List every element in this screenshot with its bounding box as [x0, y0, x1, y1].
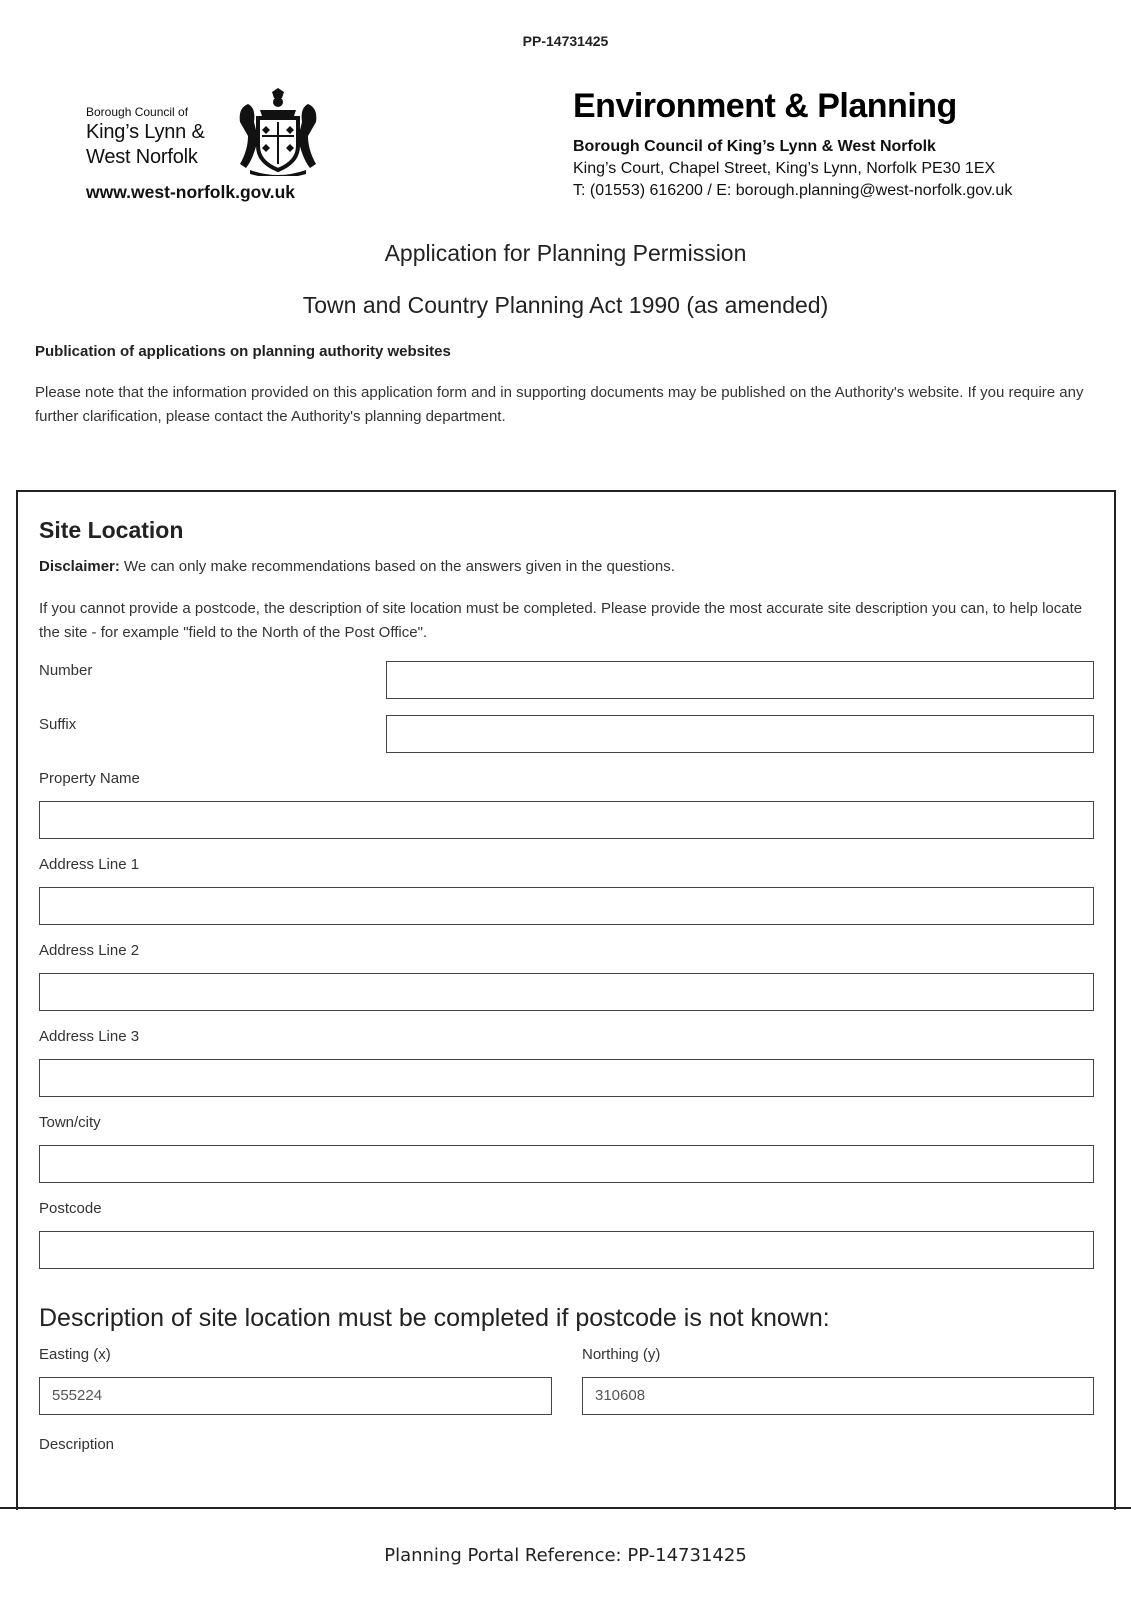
property-name-input[interactable] [39, 801, 1094, 839]
form-title: Application for Planning Permission [384, 240, 747, 266]
number-input[interactable] [386, 661, 1094, 699]
number-label: Number [39, 662, 93, 679]
easting-label: Easting (x) [39, 1346, 111, 1363]
town-input[interactable] [39, 1145, 1094, 1183]
address-line-3-input[interactable] [39, 1059, 1094, 1097]
northing-label: Northing (y) [582, 1346, 661, 1363]
suffix-input[interactable] [386, 715, 1094, 753]
disclaimer-text: We can only make recommendations based on the answers given in the questions. [119, 558, 675, 575]
address-line-1-label: Address Line 1 [39, 856, 140, 873]
disclaimer-label: Disclaimer: [39, 558, 120, 575]
publication-text: Please note that the information provided on this application form and in supporting documents may be published on the Authority's website. If you require any further clarification, please contact the Authority's planning department. [35, 384, 1084, 425]
address-line-3-label: Address Line 3 [39, 1028, 140, 1045]
council-name: Borough Council of King’s Lynn & West Norfolk [573, 138, 936, 155]
council-contact: T: (01553) 616200 / E: borough.planning@west-norfolk.gov.uk [573, 182, 1013, 199]
logo-line-1: King’s Lynn & [86, 121, 205, 143]
address-line-1-input[interactable] [39, 887, 1094, 925]
town-label: Town/city [39, 1114, 101, 1131]
footer-reference: Planning Portal Reference: PP-14731425 [384, 1545, 747, 1566]
description-label: Description [39, 1436, 115, 1453]
site-location-section [16, 490, 1116, 1510]
section-title: Site Location [39, 517, 184, 543]
address-line-2-label: Address Line 2 [39, 942, 140, 959]
disclaimer [39, 558, 675, 575]
department-title: Environment & Planning [573, 87, 957, 125]
form-act: Town and Country Planning Act 1990 (as amended) [302, 292, 829, 318]
coat-of-arms-icon [236, 88, 320, 176]
postcode-input[interactable] [39, 1231, 1094, 1269]
suffix-label: Suffix [39, 716, 77, 733]
logo-line-2: West Norfolk [86, 146, 198, 168]
address-line-2-input[interactable] [39, 973, 1094, 1011]
reference-header: PP-14731425 [522, 33, 609, 49]
logo-small-text: Borough Council of [86, 105, 189, 119]
site-info-text: If you cannot provide a postcode, the description of site location must be completed. Please provide the most accurate site description you can, to help locate the site - for example "field to the North of the Post Office". [39, 600, 1083, 641]
description-heading: Description of site location must be completed if postcode is not known: [39, 1304, 830, 1332]
publication-heading: Publication of applications on planning authority websites [35, 343, 451, 360]
property-name-label: Property Name [39, 770, 140, 787]
department-header [573, 86, 1093, 202]
council-logo [86, 88, 336, 208]
easting-input[interactable]: 555224 [39, 1377, 552, 1415]
footer-divider [0, 1507, 1131, 1509]
northing-input[interactable]: 310608 [582, 1377, 1094, 1415]
postcode-label: Postcode [39, 1200, 102, 1217]
council-address: King’s Court, Chapel Street, King’s Lynn, Norfolk PE30 1EX [573, 160, 996, 177]
logo-url: www.west-norfolk.gov.uk [86, 182, 296, 202]
